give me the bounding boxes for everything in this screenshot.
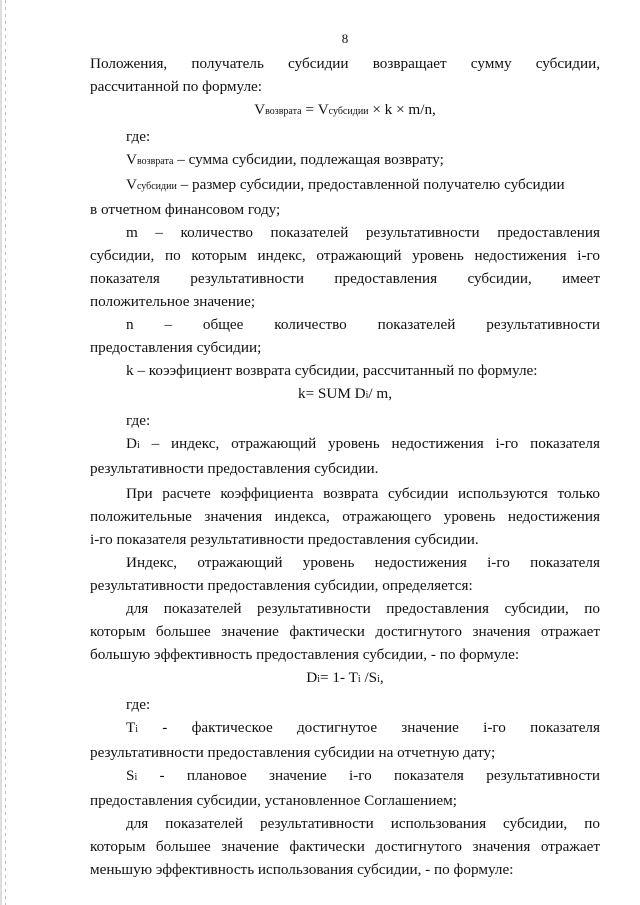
where-label: где: [126, 128, 151, 145]
paragraph-line: показателя результативности предоставления субсидии, имеет [90, 270, 600, 287]
where-label: где: [126, 696, 151, 713]
definition-v-subsidy: Vсубсидии – размер субсидии, предоставленной получателю субсидии [126, 176, 565, 193]
definition-s: Si - плановое значение i-го показателя результативности [126, 767, 600, 784]
paragraph-line: рассчитанной по формуле: [90, 78, 263, 95]
definition-k: k – коээфициент возврата субсидии, рассчитанный по формуле: [126, 362, 538, 379]
page-number: 8 [341, 31, 349, 46]
paragraph-line: которым большее значение фактически достигнутого значения отражает [90, 838, 600, 855]
paragraph-line: предоставления субсидии, установленное Соглашением; [90, 792, 457, 809]
paragraph-line: которым большее значение фактически достигнутого значения отражает [90, 623, 600, 640]
paragraph-line: большую эффективность предоставления субсидии, - по формуле: [90, 646, 520, 663]
paragraph-line: i-го показателя результативности предоставления субсидии. [90, 531, 479, 548]
paragraph-line: результативности предоставления субсидии, определяется: [90, 577, 473, 594]
formula-return: Vвозврата = Vсубсидии × k × m/n, [254, 101, 436, 118]
definition-m: m – количество показателей результативности предоставления [126, 224, 600, 241]
definition-t: Ti - фактическое достигнутое значение i-го показателя [126, 719, 600, 736]
formula-k: k= SUM Di/ m, [297, 385, 393, 402]
paragraph-line: меньшую эффективность использования субсидии, - по формуле: [90, 861, 514, 878]
formula-d: Di= 1- Ti /Si, [306, 669, 384, 686]
paragraph-line: положительные значения индекса, отражающего уровень недостижения [90, 508, 600, 525]
paragraph-line: для показателей результативности использования субсидии, по [126, 815, 600, 832]
paragraph-line: Положения, получатель субсидии возвращает сумму субсидии, [90, 55, 600, 72]
definition-n: n – общее количество показателей результативности [126, 316, 600, 333]
definition-v-return: Vвозврата – сумма субсидии, подлежащая возврату; [126, 151, 444, 168]
paragraph-line: положительное значение; [90, 293, 256, 310]
paragraph-line: в отчетном финансовом году; [90, 201, 281, 218]
definition-d: Di – индекс, отражающий уровень недостижения i-го показателя [126, 435, 600, 452]
where-label: где: [126, 412, 151, 429]
paragraph-line: предоставления субсидии; [90, 339, 262, 356]
paragraph-line: для показателей результативности предоставления субсидии, по [126, 600, 600, 617]
paragraph-line: При расчете коэффициента возврата субсидии используются только [126, 485, 600, 502]
paragraph-line: Индекс, отражающий уровень недостижения i-го показателя [126, 554, 600, 571]
paragraph-line: результативности предоставления субсидии на отчетную дату; [90, 744, 496, 761]
paragraph-line: субсидии, по которым индекс, отражающий уровень недостижения i-го [90, 247, 600, 264]
scan-edge [5, 0, 6, 905]
paragraph-line: результативности предоставления субсидии. [90, 460, 379, 477]
page-content [90, 30, 600, 881]
